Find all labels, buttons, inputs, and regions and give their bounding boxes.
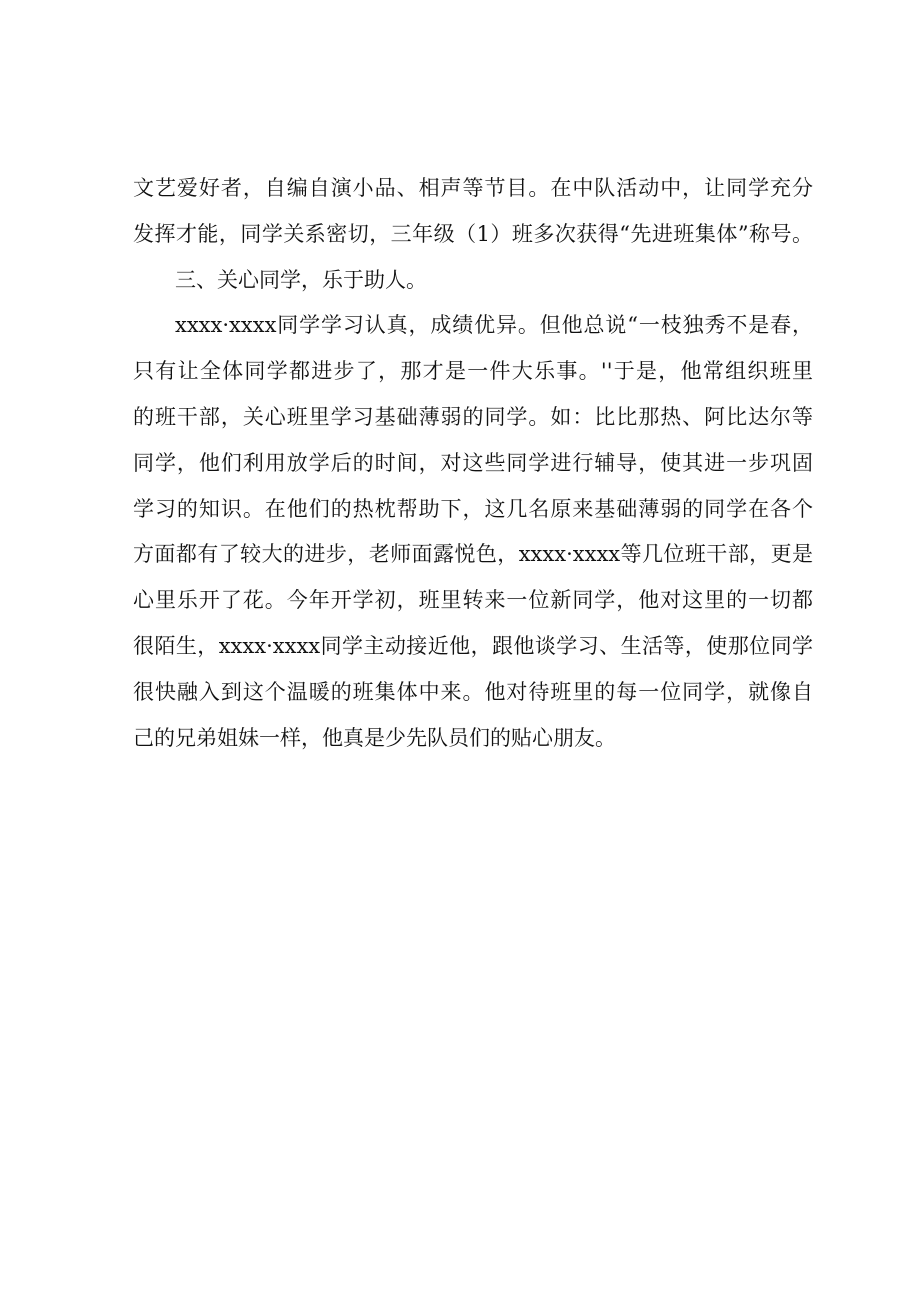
paragraph-line: 文艺爱好者，自编自演小品、相声等节目。在中队活动中，让同学充分 xyxy=(133,176,813,200)
document-body xyxy=(133,166,813,761)
paragraph-line: 方面都有了较大的进步，老师面露悦色，xxxx·xxxx等几位班干部，更是 xyxy=(133,542,813,567)
paragraph-line: 发挥才能，同学关系密切，三年级（1）班多次获得“先进班集体”称号。 xyxy=(133,221,813,246)
paragraph-line: xxxx·xxxx同学学习认真，成绩优异。但他总说“一枝独秀不是春， xyxy=(175,313,813,338)
section-heading: 三、关心同学，乐于助人。 xyxy=(175,267,427,292)
paragraph-line: 只有让全体同学都进步了，那才是一件大乐事。''于是，他常组织班里 xyxy=(133,359,813,384)
paragraph-line: 同学，他们利用放学后的时间，对这些同学进行辅导，使其进一步巩固 xyxy=(133,450,813,475)
paragraph-line: 很快融入到这个温暖的班集体中来。他对待班里的每一位同学，就像自 xyxy=(133,679,813,704)
paragraph-line: 心里乐开了花。今年开学初，班里转来一位新同学，他对这里的一切都 xyxy=(133,588,813,613)
paragraph-line: 很陌生，xxxx·xxxx同学主动接近他，跟他谈学习、生活等，使那位同学 xyxy=(133,633,813,658)
paragraph-line: 己的兄弟姐妹一样，他真是少先队员们的贴心朋友。 xyxy=(133,725,616,750)
paragraph-line: 的班干部，关心班里学习基础薄弱的同学。如：比比那热、阿比达尔等 xyxy=(133,404,813,429)
paragraph-line: 学习的知识。在他们的热枕帮助下，这几名原来基础薄弱的同学在各个 xyxy=(133,496,813,521)
